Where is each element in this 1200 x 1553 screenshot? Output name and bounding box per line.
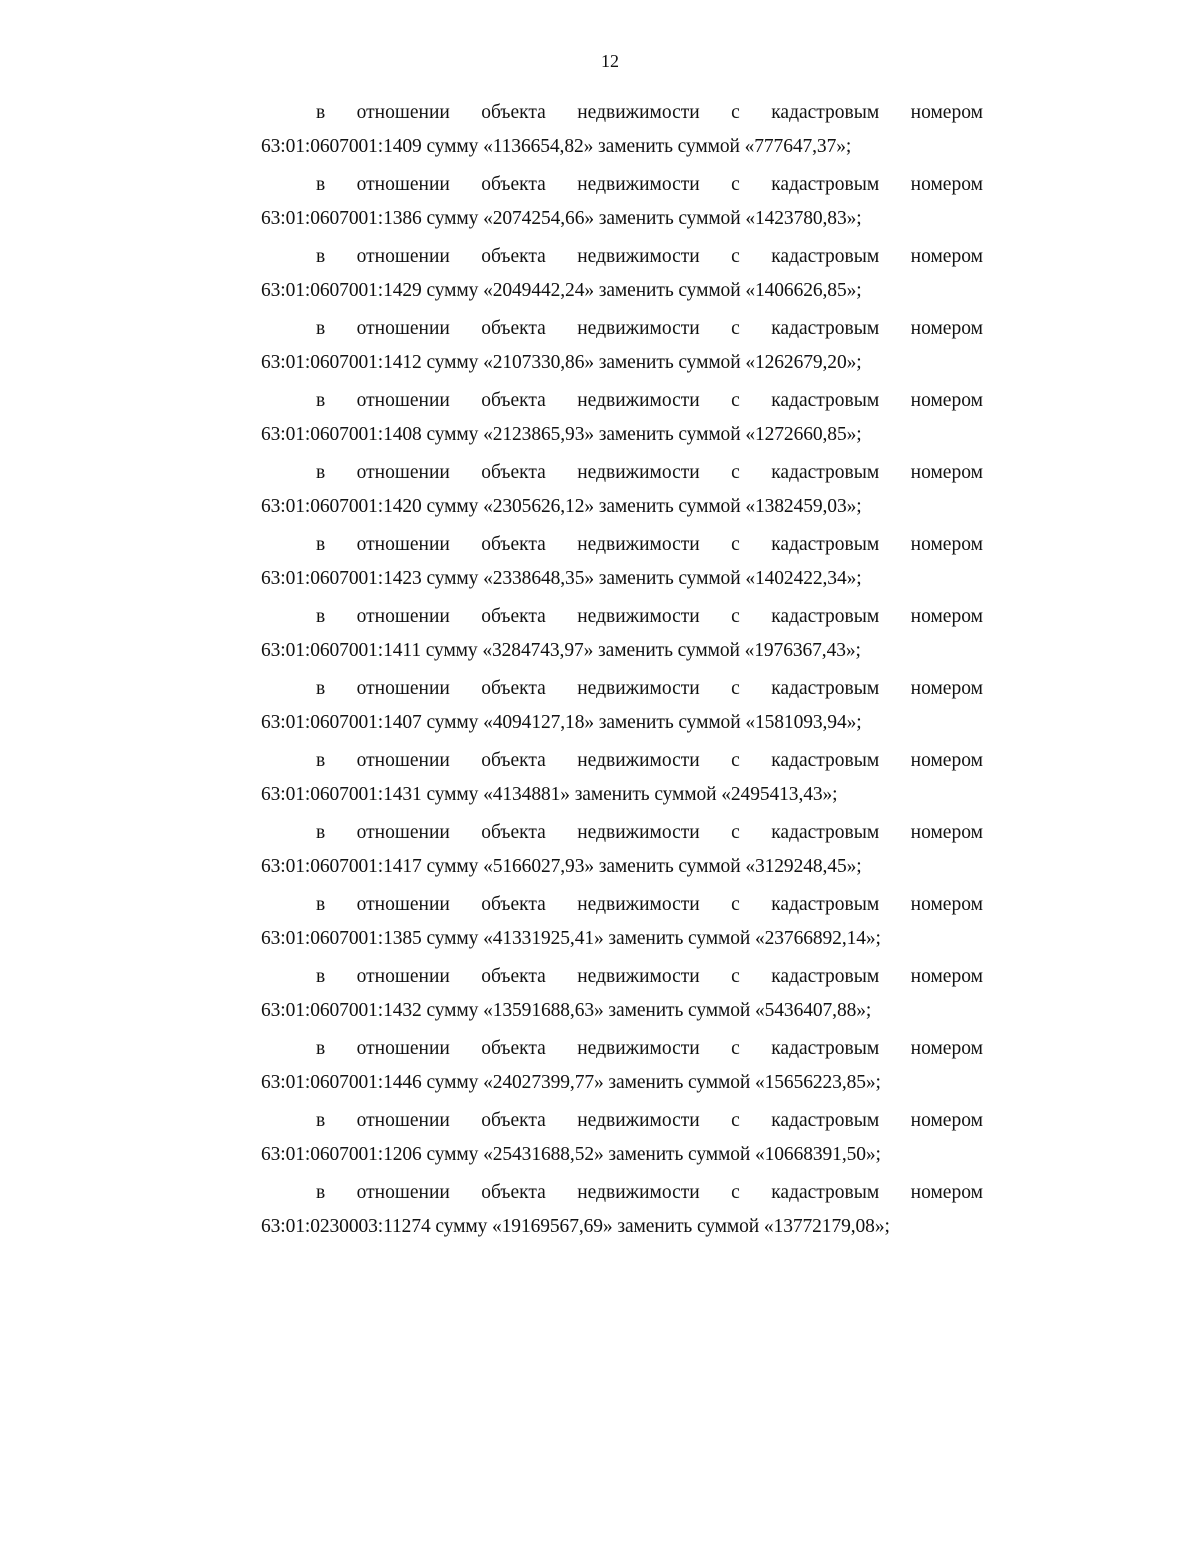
lead-word: недвижимости: [577, 750, 700, 771]
paragraph-text-line: 63:01:0607001:1446 сумму «24027399,77» заменить суммой «15656223,85»;: [261, 1072, 881, 1093]
paragraph-text-line: 63:01:0607001:1409 сумму «1136654,82» заменить суммой «777647,37»;: [261, 136, 852, 157]
lead-word: объекта: [481, 390, 546, 411]
lead-word: отношении: [356, 534, 450, 555]
lead-word: в: [316, 1110, 326, 1131]
paragraph-text-line: 63:01:0607001:1431 сумму «4134881» заменить суммой «2495413,43»;: [261, 784, 838, 805]
replacement-paragraph: [261, 1176, 983, 1244]
replacement-paragraph: [261, 672, 983, 740]
lead-word: номером: [910, 174, 983, 195]
paragraph-lead-line: [261, 744, 983, 778]
lead-word: отношении: [356, 894, 450, 915]
lead-word: с: [731, 1038, 740, 1059]
lead-word: отношении: [356, 606, 450, 627]
lead-word: объекта: [481, 246, 546, 267]
paragraph-text-line: 63:01:0607001:1411 сумму «3284743,97» заменить суммой «1976367,43»;: [261, 640, 861, 661]
lead-word: отношении: [356, 174, 450, 195]
lead-word: с: [731, 750, 740, 771]
lead-word: в: [316, 174, 326, 195]
lead-word: кадастровым: [771, 174, 880, 195]
lead-word: кадастровым: [771, 1182, 880, 1203]
paragraph-lead-line: [261, 96, 983, 130]
lead-word: кадастровым: [771, 678, 880, 699]
paragraph-lead-line: [261, 1176, 983, 1210]
paragraph-text-line: 63:01:0230003:11274 сумму «19169567,69» заменить суммой «13772179,08»;: [261, 1216, 890, 1237]
lead-word: кадастровым: [771, 318, 880, 339]
lead-word: с: [731, 678, 740, 699]
lead-word: кадастровым: [771, 894, 880, 915]
lead-word: объекта: [481, 318, 546, 339]
lead-word: в: [316, 462, 326, 483]
lead-word: с: [731, 246, 740, 267]
paragraph-text-line: 63:01:0607001:1386 сумму «2074254,66» заменить суммой «1423780,83»;: [261, 208, 862, 229]
lead-word: отношении: [356, 246, 450, 267]
lead-word: кадастровым: [771, 966, 880, 987]
lead-word: номером: [910, 966, 983, 987]
lead-word: объекта: [481, 534, 546, 555]
lead-word: номером: [910, 1038, 983, 1059]
lead-word: кадастровым: [771, 246, 880, 267]
replacement-paragraph: [261, 1032, 983, 1100]
paragraph-lead-line: [261, 168, 983, 202]
lead-word: в: [316, 390, 326, 411]
lead-word: недвижимости: [577, 822, 700, 843]
paragraph-lead-line: [261, 312, 983, 346]
lead-word: отношении: [356, 462, 450, 483]
lead-word: кадастровым: [771, 1110, 880, 1131]
lead-word: объекта: [481, 894, 546, 915]
lead-word: с: [731, 1110, 740, 1131]
replacement-paragraph: [261, 888, 983, 956]
paragraph-lead-line: [261, 528, 983, 562]
lead-word: в: [316, 966, 326, 987]
lead-word: кадастровым: [771, 534, 880, 555]
replacement-paragraph: [261, 384, 983, 452]
lead-word: объекта: [481, 1182, 546, 1203]
paragraph-text-line: 63:01:0607001:1423 сумму «2338648,35» заменить суммой «1402422,34»;: [261, 568, 862, 589]
lead-word: кадастровым: [771, 1038, 880, 1059]
replacement-paragraph: [261, 744, 983, 812]
lead-word: с: [731, 390, 740, 411]
replacement-paragraph: [261, 240, 983, 308]
paragraph-lead-line: [261, 240, 983, 274]
paragraph-lead-line: [261, 456, 983, 490]
lead-word: номером: [910, 1110, 983, 1131]
lead-word: в: [316, 894, 326, 915]
lead-word: недвижимости: [577, 966, 700, 987]
lead-word: номером: [910, 894, 983, 915]
lead-word: номером: [910, 102, 983, 123]
lead-word: номером: [910, 1182, 983, 1203]
lead-word: недвижимости: [577, 246, 700, 267]
paragraph-lead-line: [261, 960, 983, 994]
document-body: [261, 96, 983, 1248]
lead-word: недвижимости: [577, 318, 700, 339]
replacement-paragraph: [261, 528, 983, 596]
lead-word: с: [731, 102, 740, 123]
lead-word: кадастровым: [771, 606, 880, 627]
lead-word: недвижимости: [577, 534, 700, 555]
lead-word: недвижимости: [577, 1038, 700, 1059]
lead-word: объекта: [481, 102, 546, 123]
paragraph-lead-line: [261, 384, 983, 418]
lead-word: недвижимости: [577, 390, 700, 411]
lead-word: объекта: [481, 606, 546, 627]
lead-word: с: [731, 534, 740, 555]
paragraph-text-line: 63:01:0607001:1385 сумму «41331925,41» заменить суммой «23766892,14»;: [261, 928, 881, 949]
replacement-paragraph: [261, 600, 983, 668]
lead-word: с: [731, 174, 740, 195]
lead-word: объекта: [481, 1110, 546, 1131]
lead-word: в: [316, 1038, 326, 1059]
lead-word: в: [316, 1182, 326, 1203]
lead-word: номером: [910, 246, 983, 267]
lead-word: объекта: [481, 462, 546, 483]
lead-word: кадастровым: [771, 750, 880, 771]
page-number: 12: [601, 51, 619, 71]
lead-word: недвижимости: [577, 678, 700, 699]
paragraph-text-line: 63:01:0607001:1432 сумму «13591688,63» заменить суммой «5436407,88»;: [261, 1000, 872, 1021]
lead-word: с: [731, 318, 740, 339]
lead-word: номером: [910, 534, 983, 555]
lead-word: в: [316, 318, 326, 339]
lead-word: кадастровым: [771, 390, 880, 411]
lead-word: недвижимости: [577, 894, 700, 915]
lead-word: кадастровым: [771, 822, 880, 843]
lead-word: отношении: [356, 102, 450, 123]
paragraph-lead-line: [261, 1104, 983, 1138]
lead-word: отношении: [356, 678, 450, 699]
lead-word: номером: [910, 750, 983, 771]
lead-word: с: [731, 1182, 740, 1203]
lead-word: недвижимости: [577, 1110, 700, 1131]
lead-word: в: [316, 678, 326, 699]
paragraph-lead-line: [261, 888, 983, 922]
lead-word: в: [316, 606, 326, 627]
lead-word: кадастровым: [771, 462, 880, 483]
lead-word: отношении: [356, 966, 450, 987]
lead-word: номером: [910, 318, 983, 339]
lead-word: объекта: [481, 822, 546, 843]
replacement-paragraph: [261, 816, 983, 884]
lead-word: отношении: [356, 1038, 450, 1059]
lead-word: с: [731, 462, 740, 483]
paragraph-text-line: 63:01:0607001:1407 сумму «4094127,18» заменить суммой «1581093,94»;: [261, 712, 862, 733]
paragraph-lead-line: [261, 672, 983, 706]
paragraph-lead-line: [261, 816, 983, 850]
lead-word: отношении: [356, 822, 450, 843]
paragraph-lead-line: [261, 1032, 983, 1066]
lead-word: номером: [910, 606, 983, 627]
lead-word: недвижимости: [577, 174, 700, 195]
lead-word: отношении: [356, 390, 450, 411]
paragraph-text-line: 63:01:0607001:1206 сумму «25431688,52» заменить суммой «10668391,50»;: [261, 1144, 881, 1165]
replacement-paragraph: [261, 960, 983, 1028]
lead-word: с: [731, 966, 740, 987]
lead-word: номером: [910, 678, 983, 699]
replacement-paragraph: [261, 96, 983, 164]
lead-word: в: [316, 534, 326, 555]
paragraph-text-line: 63:01:0607001:1417 сумму «5166027,93» заменить суммой «3129248,45»;: [261, 856, 862, 877]
lead-word: отношении: [356, 1110, 450, 1131]
replacement-paragraph: [261, 312, 983, 380]
lead-word: с: [731, 894, 740, 915]
paragraph-text-line: 63:01:0607001:1408 сумму «2123865,93» заменить суммой «1272660,85»;: [261, 424, 862, 445]
paragraph-text-line: 63:01:0607001:1420 сумму «2305626,12» заменить суммой «1382459,03»;: [261, 496, 862, 517]
lead-word: номером: [910, 390, 983, 411]
lead-word: отношении: [356, 1182, 450, 1203]
lead-word: отношении: [356, 750, 450, 771]
lead-word: в: [316, 246, 326, 267]
lead-word: с: [731, 822, 740, 843]
lead-word: номером: [910, 822, 983, 843]
lead-word: объекта: [481, 678, 546, 699]
lead-word: недвижимости: [577, 1182, 700, 1203]
lead-word: в: [316, 750, 326, 771]
paragraph-lead-line: [261, 600, 983, 634]
lead-word: объекта: [481, 1038, 546, 1059]
replacement-paragraph: [261, 168, 983, 236]
lead-word: в: [316, 822, 326, 843]
lead-word: объекта: [481, 966, 546, 987]
lead-word: номером: [910, 462, 983, 483]
lead-word: объекта: [481, 174, 546, 195]
lead-word: недвижимости: [577, 606, 700, 627]
lead-word: недвижимости: [577, 102, 700, 123]
lead-word: объекта: [481, 750, 546, 771]
lead-word: недвижимости: [577, 462, 700, 483]
lead-word: с: [731, 606, 740, 627]
lead-word: кадастровым: [771, 102, 880, 123]
paragraph-text-line: 63:01:0607001:1412 сумму «2107330,86» заменить суммой «1262679,20»;: [261, 352, 862, 373]
paragraph-text-line: 63:01:0607001:1429 сумму «2049442,24» заменить суммой «1406626,85»;: [261, 280, 862, 301]
lead-word: в: [316, 102, 326, 123]
replacement-paragraph: [261, 1104, 983, 1172]
replacement-paragraph: [261, 456, 983, 524]
lead-word: отношении: [356, 318, 450, 339]
